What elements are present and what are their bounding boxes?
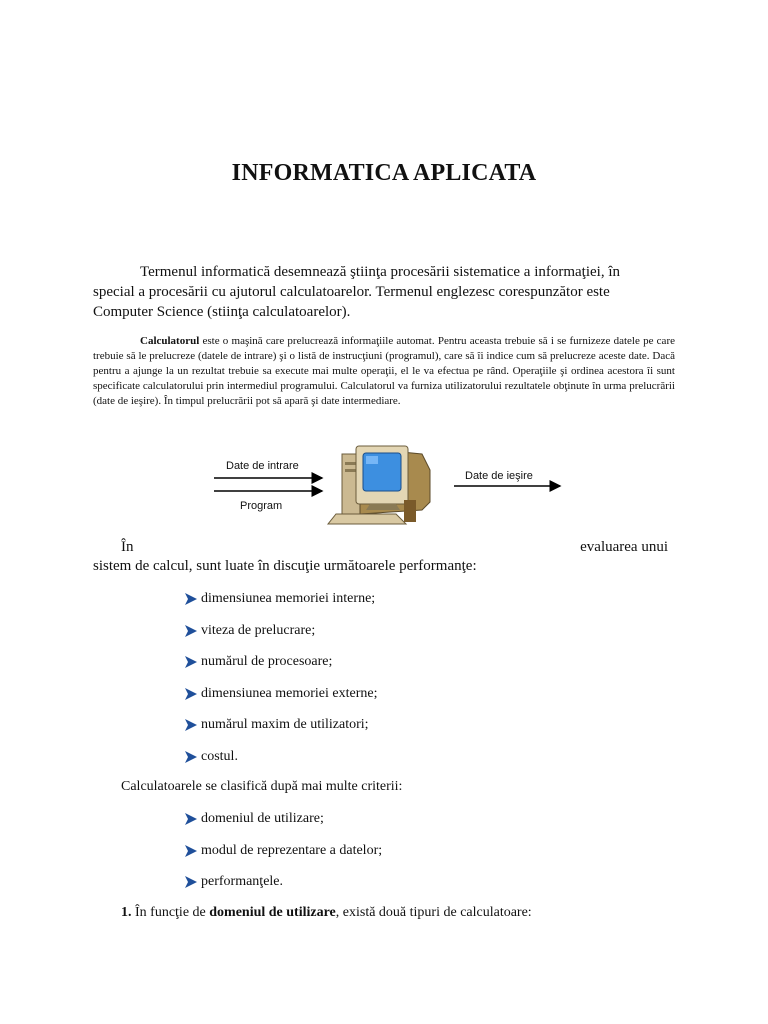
program-label: Program xyxy=(240,500,283,512)
intro-line-1: Termenul informatică desemnează ştiinţa procesării sistematice a informaţiei, în xyxy=(140,264,621,280)
list-item xyxy=(184,749,378,781)
list-item xyxy=(184,717,378,749)
computer-icon xyxy=(328,446,430,524)
arrow-bullet-icon xyxy=(184,624,198,638)
calculator-term: Calculatorul xyxy=(140,335,200,347)
arrow-bullet-icon xyxy=(184,844,198,858)
list-item xyxy=(184,591,378,623)
arrow-bullet-icon xyxy=(184,592,198,606)
classification-post: , există două tipuri de calculatoare: xyxy=(335,905,532,920)
list-item-text: performanţele. xyxy=(201,874,284,889)
arrow-bullet-icon xyxy=(184,687,198,701)
arrow-bullet-icon xyxy=(184,655,198,669)
classification-bold: domeniul de utilizare xyxy=(209,905,336,920)
input-data-label: Date de intrare xyxy=(226,460,299,472)
list-item xyxy=(184,686,378,718)
performance-list xyxy=(184,591,378,780)
output-data-label: Date de ieşire xyxy=(465,470,533,482)
list-item xyxy=(184,874,382,906)
classification-heading xyxy=(121,905,532,921)
list-item-text: numărul maxim de utilizatori; xyxy=(201,717,369,732)
list-item-text: numărul de procesoare; xyxy=(201,654,333,669)
eval-paragraph-start: În xyxy=(121,539,134,555)
list-item xyxy=(184,654,378,686)
list-item-text: viteza de prelucrare; xyxy=(201,622,316,638)
eval-paragraph-line-2: sistem de calcul, sunt luate în discuţie următoarele performanţe: xyxy=(93,558,477,574)
diagram-graphic xyxy=(200,440,580,532)
calculator-paragraph xyxy=(93,334,675,409)
calculator-definition: este o maşină care prelucrează informaţiile automat. Pentru aceasta trebuie să i se furnizeze datele pe care trebuie să le prelucreze (datele de intrare) şi o listă de instrucţiuni (programul), care să îi indice cum să prelucreze aceste date. Dacă pentru a ajunge la un rezultat trebuie sa execute mai multe operaţii, el le va efectua pe rând. Operaţiile şi ordinea acestora îi sunt specificate calculatorului prin intermediul programului. Calculatorul va furniza utilizatorului rezultatele obţinute în urma prelucrării (date de ieşire). În timpul prelucrării pot să apară şi date intermediare. xyxy=(93,335,675,407)
list-item-text: dimensiunea memoriei interne; xyxy=(201,591,376,606)
computer-io-diagram xyxy=(200,440,580,532)
arrow-bullet-icon xyxy=(184,875,198,889)
list-item-text: costul. xyxy=(201,748,238,764)
classification-pre: În funcţie de xyxy=(131,905,210,920)
criteria-list xyxy=(184,811,382,906)
list-item xyxy=(184,843,382,875)
list-item-text: dimensiunea memoriei externe; xyxy=(201,685,378,701)
intro-line-2: special a procesării cu ajutorul calculatoarelor. Termenul englezesc corespunzător este xyxy=(93,284,610,300)
list-item xyxy=(184,811,382,843)
page-title: INFORMATICA APLICATA xyxy=(231,160,537,186)
arrow-bullet-icon xyxy=(184,718,198,732)
list-item-text: modul de reprezentare a datelor; xyxy=(201,842,383,858)
section-number: 1. xyxy=(121,905,132,920)
eval-paragraph-end: evaluarea unui xyxy=(580,539,668,555)
list-item xyxy=(184,623,378,655)
criteria-intro: Calculatoarele se clasifică după mai multe criterii: xyxy=(121,779,403,794)
intro-line-3: Computer Science (stiinţa calculatoarelor). xyxy=(93,304,351,320)
arrow-bullet-icon xyxy=(184,750,198,764)
intro-paragraph xyxy=(93,262,678,322)
arrow-bullet-icon xyxy=(184,812,198,826)
list-item-text: domeniul de utilizare; xyxy=(201,811,324,826)
